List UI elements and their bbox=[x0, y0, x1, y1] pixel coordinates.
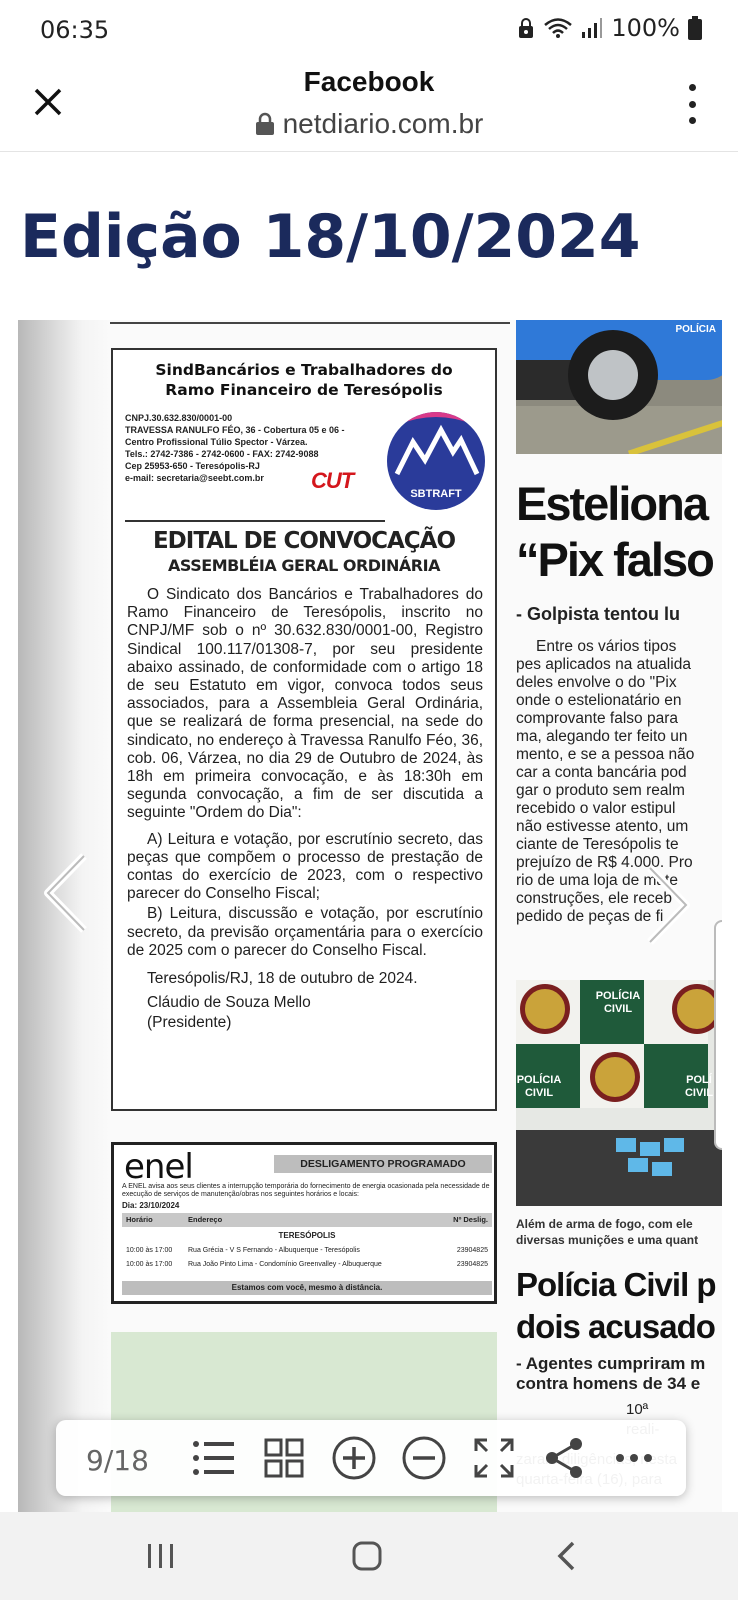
edital-paragraph: O Sindicato dos Bancários e Trabalhadores do Ramo Financeiro de Teresópolis, inscrito no CNPJ/MF sob o nº 30.632.830/0001-00, Registro Sindical 100.117/01308-7, por seu presidente abaixo assinado, de conformidade com o artigo 18 de seu Estatuto em vigor, convoca todos seus associados, para a Assembleia Geral Ordinária, que se realizará de forma presencial, na sede do sindicato, no endereço à Travessa Ranulfo Féo, 36, cob. 06, Várzea, no dia 29 de Outubro de 2024, às 18h em primeira convocação, e às 18:30h em segunda convocação, a fim de ser discutida a seguinte "Ordem do Dia": bbox=[127, 586, 483, 822]
photo-rim bbox=[588, 350, 638, 400]
row-code: 23904825 bbox=[456, 1247, 488, 1254]
wifi-icon bbox=[543, 16, 573, 40]
enel-banner: DESLIGAMENTO PROGRAMADO bbox=[274, 1155, 492, 1173]
headline-line: Polícia Civil p bbox=[516, 1266, 716, 1303]
headline-estelionato bbox=[516, 476, 722, 588]
more-tools-button[interactable] bbox=[610, 1434, 658, 1482]
row-time: 10:00 às 17:00 bbox=[126, 1261, 173, 1268]
zoom-in-icon bbox=[331, 1435, 377, 1481]
sindicato-edital-ad bbox=[111, 348, 497, 1111]
home-icon bbox=[351, 1540, 383, 1572]
sbtraft-text: SBTRAFT bbox=[410, 488, 462, 500]
text-line: prejuízo de R$ 4.000. Pro bbox=[516, 854, 693, 871]
police-badge-icon bbox=[520, 984, 570, 1034]
zoom-in-button[interactable] bbox=[330, 1434, 378, 1482]
sub-line: contra homens de 34 e bbox=[516, 1374, 701, 1393]
photo-card bbox=[664, 1138, 684, 1152]
seized-items-photo bbox=[516, 980, 722, 1206]
edital-paragraph: B) Leitura, discussão e votação, por escrutínio secreto, da previsão orçamentária para o exercício de 2025 com o parecer do Conselho Fiscal. bbox=[127, 905, 483, 959]
photo-label: POLÍCIA CIVIL bbox=[516, 1074, 562, 1099]
sindicato-name-line2: Ramo Financeiro de Teresópolis bbox=[165, 381, 443, 399]
back-icon bbox=[555, 1540, 579, 1572]
text-line: gar o produto sem realm bbox=[516, 782, 685, 799]
text-line: comprovante falso para bbox=[516, 710, 678, 727]
text-line: pes aplicados na atualida bbox=[516, 656, 691, 673]
place-date: Teresópolis/RJ, 18 de outubro de 2024. bbox=[147, 970, 418, 988]
page-counter: 9/18 bbox=[86, 1444, 149, 1477]
text-line: recebido o valor estipul bbox=[516, 800, 676, 817]
headline-line: Esteliona bbox=[516, 477, 707, 530]
share-icon bbox=[542, 1436, 586, 1480]
headline-line: “Pix falso bbox=[516, 533, 713, 586]
row-address: Rua Grécia - V S Fernando - Albuquerque - Teresópolis bbox=[188, 1247, 360, 1254]
photo-card bbox=[616, 1138, 636, 1152]
share-button[interactable] bbox=[540, 1434, 588, 1482]
text-line: ma, alegando ter feito un bbox=[516, 728, 688, 745]
headline-line: dois acusado bbox=[516, 1308, 715, 1345]
more-vert-icon bbox=[689, 84, 696, 91]
info-line: CNPJ.30.632.830/0001-00 bbox=[125, 413, 233, 423]
text-line: Entre os vários tipos bbox=[536, 638, 677, 655]
text-line: 10ª bbox=[626, 1401, 649, 1418]
photo-card bbox=[640, 1142, 660, 1156]
divider bbox=[125, 520, 385, 522]
fullscreen-button[interactable] bbox=[470, 1434, 518, 1482]
battery-level: 100% bbox=[611, 14, 680, 42]
fullscreen-icon bbox=[473, 1437, 515, 1479]
battery-icon bbox=[688, 16, 702, 40]
header-code: Nº Deslig. bbox=[453, 1215, 488, 1224]
photo-card bbox=[652, 1162, 672, 1176]
scroll-handle[interactable] bbox=[714, 920, 722, 1150]
edital-paragraph: A) Leitura e votação, por escrutínio secreto, das peças que compõem o processo de prestação de contas do exercício de 2023, com o respectivo parecer do Conselho Fiscal; bbox=[127, 830, 483, 903]
text-line: não estivesse atento, um bbox=[516, 818, 689, 835]
photo-card bbox=[628, 1158, 648, 1172]
enel-table-header bbox=[122, 1213, 492, 1227]
signal-icon bbox=[581, 17, 603, 39]
headline-policia-civil bbox=[516, 1264, 722, 1348]
status-icons bbox=[517, 14, 702, 42]
text-line: pedido de peças de fi bbox=[516, 908, 664, 925]
chevron-left-icon bbox=[38, 848, 98, 938]
browser-title: Facebook bbox=[303, 66, 435, 97]
header-time: Horário bbox=[126, 1215, 153, 1224]
car-label: POLÍCIA bbox=[675, 324, 716, 335]
recent-apps-icon bbox=[146, 1542, 176, 1570]
zoom-out-button[interactable] bbox=[400, 1434, 448, 1482]
back-button[interactable] bbox=[542, 1534, 592, 1578]
info-line: Tels.: 2742-7386 - 2742-0600 - FAX: 2742-9088 bbox=[125, 449, 319, 459]
text-line: car a conta bancária pod bbox=[516, 764, 687, 781]
list-icon bbox=[192, 1438, 236, 1478]
edital-body bbox=[127, 586, 483, 1035]
url-text: netdiario.com.br bbox=[282, 108, 484, 139]
lock-icon bbox=[255, 112, 275, 136]
more-options-button[interactable] bbox=[686, 84, 698, 124]
info-line: TRAVESSA RANULFO FÉO, 36 - Cobertura 05 e 06 - bbox=[125, 425, 345, 435]
dot bbox=[689, 117, 696, 124]
photo-label: POLÍ CIVIL bbox=[684, 1074, 714, 1099]
info-line: Cep 25953-650 - Teresópolis-RJ bbox=[125, 461, 260, 471]
cut-logo: CUT bbox=[311, 468, 354, 493]
signer-name: Cláudio de Souza Mello bbox=[147, 994, 311, 1012]
lock-icon bbox=[517, 17, 535, 39]
photo-caption bbox=[516, 1216, 722, 1248]
browser-header bbox=[0, 58, 738, 152]
subheadline-2 bbox=[516, 1354, 705, 1394]
row-address: Rua João Pinto Lima - Condomínio Greenvalley - Albuquerque bbox=[188, 1261, 382, 1268]
chevron-right-icon bbox=[636, 860, 696, 950]
previous-page-button[interactable] bbox=[38, 848, 98, 938]
dot bbox=[689, 101, 696, 108]
edition-title: Edição 18/10/2024 bbox=[20, 202, 641, 272]
recent-apps-button[interactable] bbox=[136, 1534, 186, 1578]
enel-notice: A ENEL avisa aos seus clientes a interrupção temporária do fornecimento de energia ocasionada pela necessidade de execução de serviços de manutenção/obras nos seguintes horários e locais: bbox=[122, 1183, 490, 1198]
enel-city: TERESÓPOLIS bbox=[278, 1231, 336, 1240]
zoom-out-icon bbox=[401, 1435, 447, 1481]
text-line: rio de uma loja de mate bbox=[516, 872, 678, 889]
enel-footer: Estamos com você, mesmo à distância. bbox=[122, 1281, 492, 1295]
caption-line: Além de arma de fogo, com ele bbox=[516, 1217, 693, 1231]
url-bar[interactable] bbox=[0, 108, 738, 140]
system-navigation-bar bbox=[0, 1512, 738, 1600]
enel-logo: enel bbox=[124, 1147, 193, 1187]
photo-label: POLÍCIA CIVIL bbox=[595, 990, 641, 1015]
sub-line: - Agentes cumpriram m bbox=[516, 1354, 706, 1373]
newspaper-viewer[interactable] bbox=[18, 320, 722, 1514]
enel-outage-ad bbox=[111, 1142, 497, 1304]
grid-icon bbox=[264, 1438, 304, 1478]
text-line: onde o estelionatário en bbox=[516, 692, 682, 709]
next-page-button[interactable] bbox=[636, 860, 696, 950]
sindicato-name-line1: SindBancários e Trabalhadores do bbox=[155, 361, 453, 379]
signer-role: (Presidente) bbox=[147, 1014, 232, 1032]
table-of-contents-button[interactable] bbox=[190, 1434, 238, 1482]
top-rule bbox=[110, 320, 510, 324]
home-button[interactable] bbox=[342, 1534, 392, 1578]
text-line: ciante de Teresópolis te bbox=[516, 836, 679, 853]
more-horiz-icon bbox=[614, 1452, 654, 1464]
text-line: deles envolve o do "Pix bbox=[516, 674, 677, 691]
header-address: Endereço bbox=[188, 1215, 223, 1224]
edital-title: EDITAL DE CONVOCAÇÃO bbox=[152, 528, 456, 554]
thumbnails-button[interactable] bbox=[260, 1434, 308, 1482]
info-line: e-mail: secretaria@seebt.com.br bbox=[125, 473, 264, 483]
police-car-photo bbox=[516, 320, 722, 454]
status-time: 06:35 bbox=[40, 16, 110, 44]
sbtraft-logo bbox=[387, 412, 485, 510]
info-line: Centro Profissional Túlio Spector - Várzea. bbox=[125, 437, 308, 447]
viewer-toolbar bbox=[56, 1420, 686, 1496]
row-code: 23904825 bbox=[456, 1261, 488, 1268]
row-time: 10:00 às 17:00 bbox=[126, 1247, 173, 1254]
text-line: mento, e se a pessoa não bbox=[516, 746, 695, 763]
status-bar bbox=[0, 0, 738, 58]
caption-line: diversas munições e uma quant bbox=[516, 1233, 699, 1247]
enel-date: Dia: 23/10/2024 bbox=[122, 1201, 180, 1210]
text-line: construções, ele receb bbox=[516, 890, 672, 907]
police-badge-icon bbox=[590, 1052, 640, 1102]
edital-subtitle: ASSEMBLÉIA GERAL ORDINÁRIA bbox=[168, 556, 440, 575]
subheadline-1: - Golpista tentou lu bbox=[516, 604, 680, 624]
